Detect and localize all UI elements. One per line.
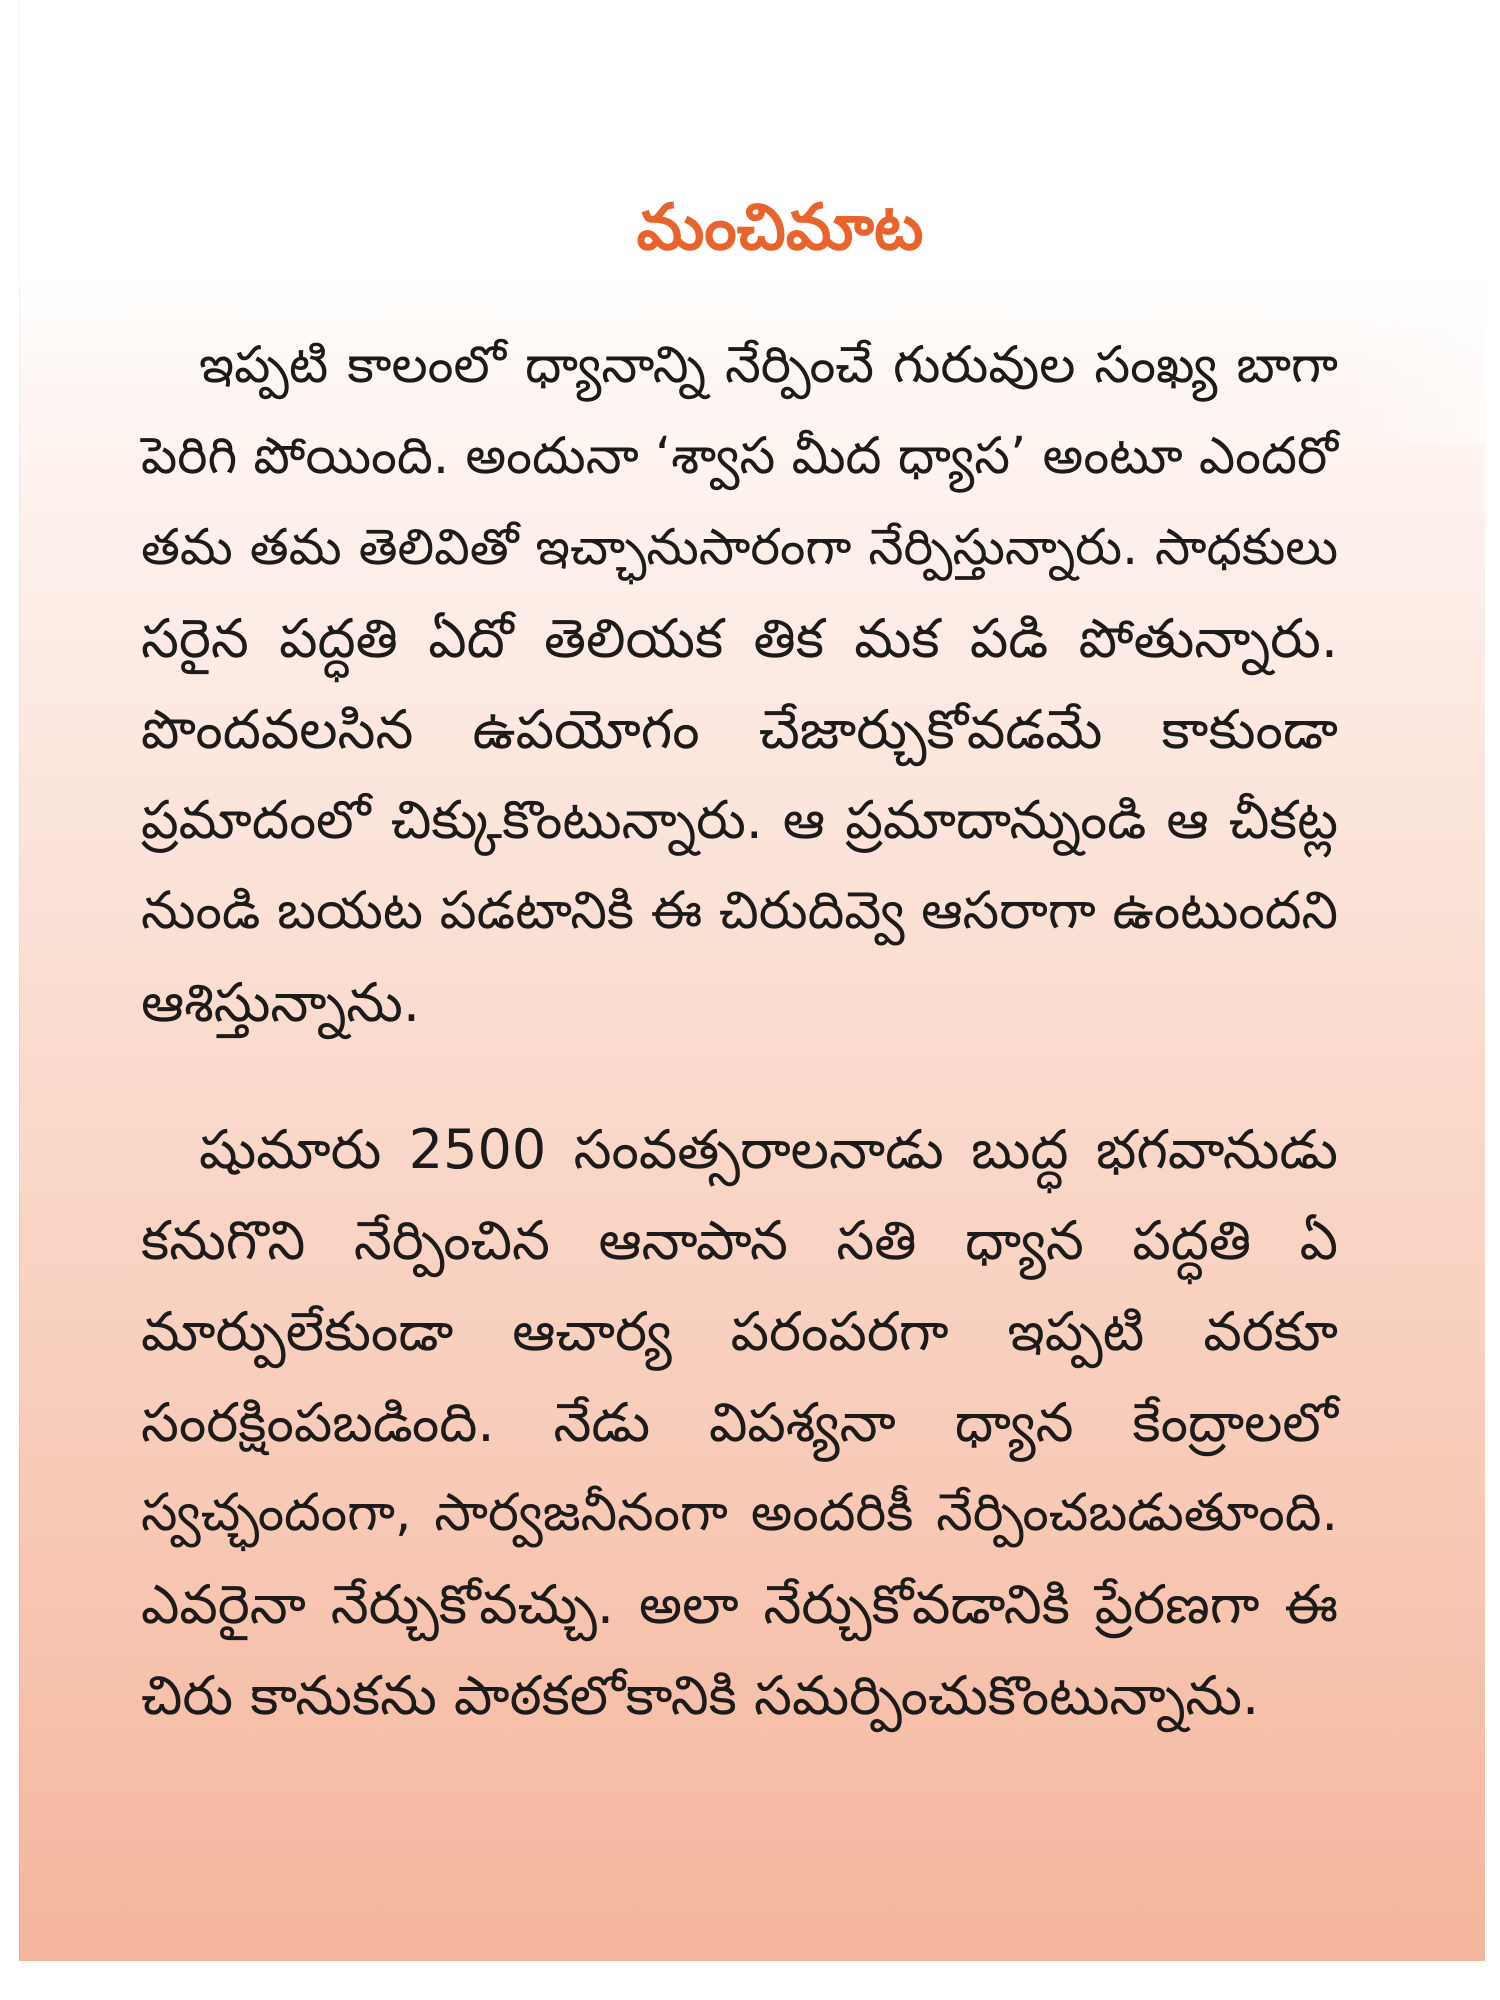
text-line: చిరు కానుకను పాఠకలోకానికి సమర్పించుకొంటున్నాను. (141, 1664, 1260, 1727)
paragraph-2 (141, 1104, 1338, 1741)
text-line: తమ తమ తెలివితో ఇచ్ఛానుసారంగా నేర్పిస్తున్నారు. సాధకులు (141, 518, 1338, 576)
paragraph-1 (141, 320, 1338, 1048)
text-line: పెరిగి పోయింది. అందునా ‘శ్వాస మీద ధ్యాస’ అంటూ ఎందరో (141, 427, 1338, 486)
text-line: మార్పులేకుండా ఆచార్య పరంపరగా ఇప్పటి వరకూ (141, 1300, 1338, 1363)
text-line: కనుగొని నేర్పించిన ఆనాపాన సతి ధ్యాన పద్ధతి ఏ (141, 1209, 1338, 1272)
text-line: షుమారు 2500 సంవత్సరాలనాడు బుద్ధ భగవానుడు (199, 1118, 1338, 1181)
text-line: ఆశిస్తున్నాను. (141, 971, 421, 1034)
body-text (141, 320, 1338, 1741)
text-line: సంరక్షింపబడింది. నేడు విపశ్యనా ధ్యాన కేంద్రాలలో (141, 1391, 1338, 1454)
text-line: ఇప్పటి కాలంలో ధ్యానాన్ని నేర్పించే గురువుల సంఖ్య బాగా (199, 336, 1338, 395)
scan-bleed-through (1344, 297, 1485, 443)
text-line: ఎవరైనా నేర్చుకోవచ్చు. అలా నేర్చుకోవడానికి ప్రేరణగా ఈ (141, 1573, 1338, 1636)
text-line: స్వచ్ఛందంగా, సార్వజనీనంగా అందరికీ నేర్పించబడుతూంది. (141, 1483, 1338, 1543)
text-line: నుండి బయట పడటానికి ఈ చిరుదివ్వె ఆసరాగా ఉంటుందని (141, 881, 1338, 941)
page-title: మంచిమాట (636, 191, 924, 265)
text-line: ప్రమాదంలో చిక్కుకొంటున్నారు. ఆ ప్రమాదాన్నుండి ఆ చీకట్ల (141, 790, 1338, 851)
text-line: సరైన పద్ధతి ఏదో తెలియక తిక మక పడి పోతున్నారు. (141, 607, 1338, 670)
text-line: పొందవలసిన ఉపయోగం చేజార్చుకోవడమే కాకుండా (141, 698, 1338, 761)
book-page (19, 0, 1485, 1961)
